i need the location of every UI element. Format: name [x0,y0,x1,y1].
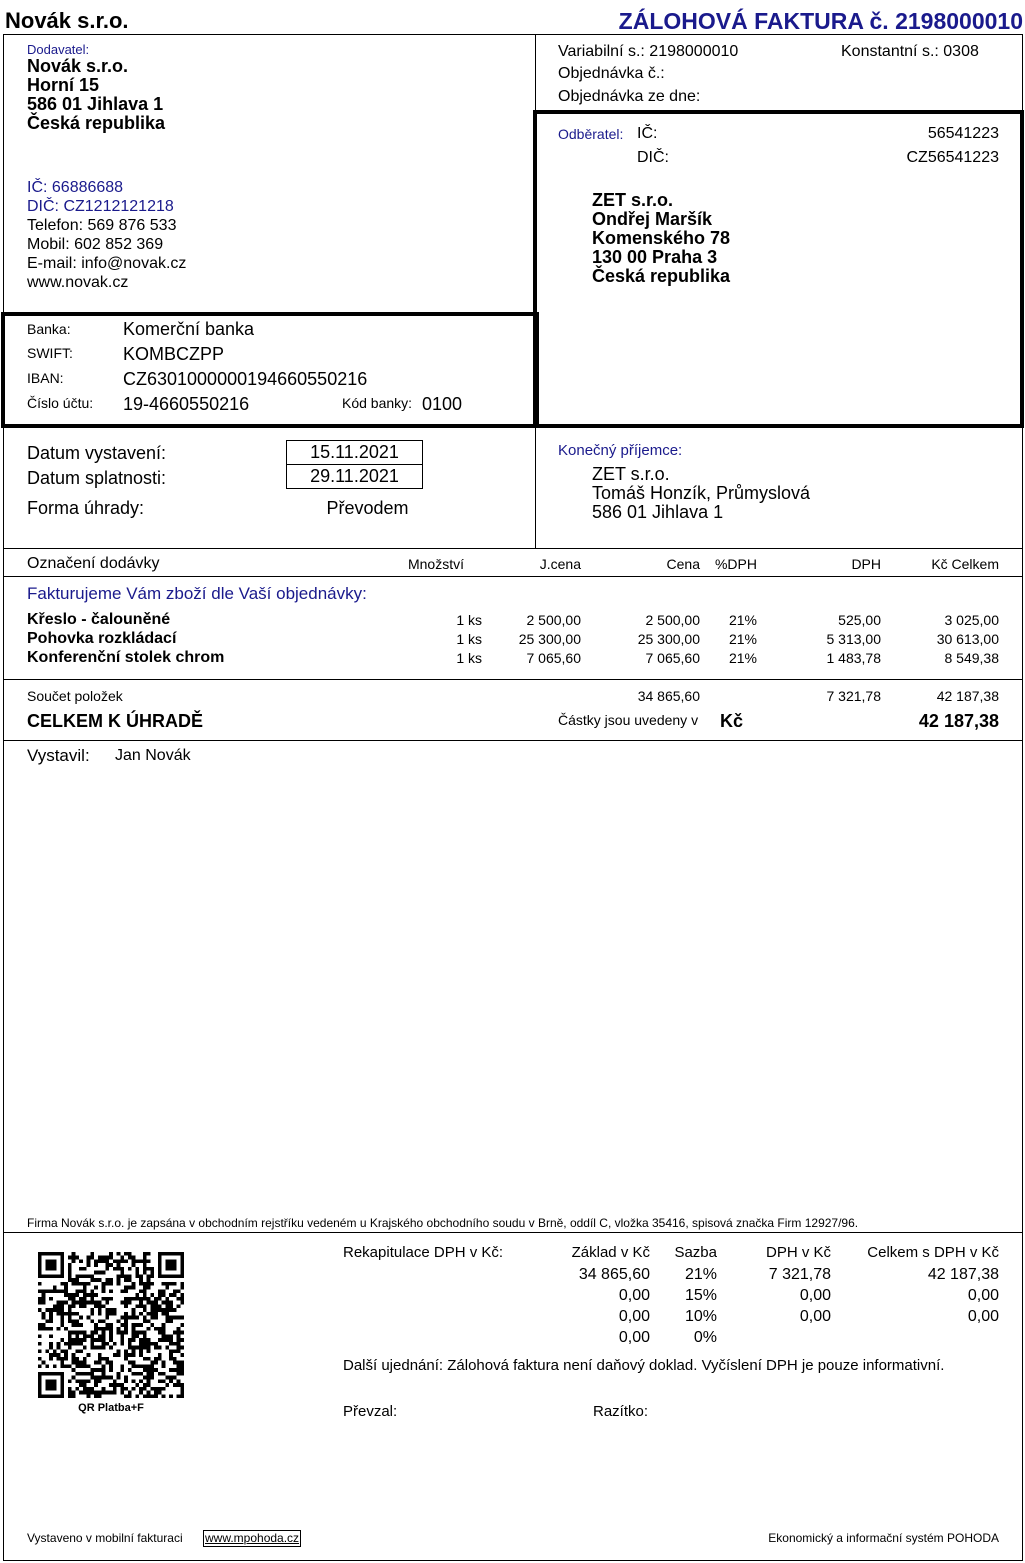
item-price: 7 065,60 [645,650,700,666]
vat-base: 0,00 [618,1308,650,1325]
vat-total: 0,00 [967,1287,999,1304]
customer-country: Česká republika [592,266,731,286]
supplier-dic: DIČ: CZ1212121218 [27,198,174,215]
variable-symbol: Variabilní s.: 2198000010 [558,43,739,60]
item-qty: 1 ks [456,650,482,666]
vat-amount: 7 321,78 [768,1266,831,1283]
footer-system: Ekonomický a informační systém POHODA [768,1531,999,1545]
currency: Kč [720,711,744,731]
qr-label: QR Platba+F [78,1402,144,1414]
additional-note: Další ujednání: Zálohová faktura není daňový doklad. Vyčíslení DPH je pouze informativní. [343,1357,945,1374]
col-name: Označení dodávky [27,555,160,572]
vat-rate: 10% [684,1308,717,1325]
item-vat: 5 313,00 [826,631,881,647]
supplier-name: Novák s.r.o. [27,56,129,76]
sum-label: Součet položek [27,688,123,704]
constant-symbol: Konstantní s.: 0308 [841,43,979,60]
bank-code: 0100 [422,394,463,414]
item-vat-rate: 21% [728,612,757,628]
vat-col-base: Základ v Kč [571,1244,650,1261]
received-label: Převzal: [343,1403,398,1420]
supplier-phone: Telefon: 569 876 533 [27,217,177,234]
due-date: 29.11.2021 [286,464,423,489]
stamp-label: Razítko: [593,1403,649,1420]
supplier-web: www.novak.cz [27,274,129,291]
vat-col-rate: Sazba [674,1244,717,1261]
iban: CZ6301000000194660550216 [123,369,368,389]
currency-note: Částky jsou uvedeny v [558,712,699,728]
bank-label: Banka: [27,321,71,337]
grand-total: 42 187,38 [918,711,999,731]
vat-col-total: Celkem s DPH v Kč [867,1244,999,1261]
vat-total: 0,00 [967,1308,999,1325]
item-total: 3 025,00 [944,612,999,628]
col-price: Cena [666,556,700,572]
footer-link[interactable]: www.mpohoda.cz [205,1531,300,1545]
item-name: Konferenční stolek chrom [27,649,225,666]
col-total: Kč Celkem [931,556,999,572]
footer-text: Vystaveno v mobilní fakturaci [27,1531,183,1545]
customer-label: Odběratel: [558,126,624,142]
item-vat-rate: 21% [728,631,757,647]
col-qty: Množství [407,556,464,572]
customer-ic-label: IČ: [637,125,658,142]
vat-base: 0,00 [618,1287,650,1304]
vat-amount: 0,00 [799,1287,831,1304]
iban-label: IBAN: [27,370,64,386]
vat-rate: 0% [693,1329,717,1346]
account-label: Číslo účtu: [27,395,94,411]
supplier-ic: IČ: 66886688 [27,179,124,196]
recipient-city: 586 01 Jihlava 1 [592,502,724,522]
customer-ic: 56541223 [927,125,999,142]
col-unit-price: J.cena [539,556,581,572]
vat-recap-title: Rekapitulace DPH v Kč: [343,1244,504,1261]
item-name: Pohovka rozkládací [27,630,177,647]
sum-price: 34 865,60 [637,688,700,704]
vat-base: 34 865,60 [578,1266,650,1283]
sum-vat: 7 321,78 [826,688,881,704]
customer-dic: CZ56541223 [906,149,999,166]
payment-label: Forma úhrady: [27,498,145,518]
bank-name: Komerční banka [123,319,255,339]
company-name: Novák s.r.o. [5,8,129,33]
item-unit-price: 25 300,00 [518,631,581,647]
customer-person: Ondřej Maršík [592,209,713,229]
col-vat-rate: %DPH [714,556,757,572]
customer-street: Komenského 78 [592,228,731,248]
vat-amount: 0,00 [799,1308,831,1325]
item-vat: 1 483,78 [826,650,881,666]
item-qty: 1 ks [456,631,482,647]
item-unit-price: 2 500,00 [526,612,581,628]
item-vat-rate: 21% [728,650,757,666]
item-total: 8 549,38 [944,650,999,666]
order-number: Objednávka č.: [558,65,665,82]
due-label: Datum splatnosti: [27,468,167,488]
item-vat: 525,00 [838,612,881,628]
issued-by-label: Vystavil: [27,746,90,765]
recipient-person: Tomáš Honzík, Průmyslová [592,483,811,503]
swift-code: KOMBCZPP [123,344,225,364]
sum-total: 42 187,38 [936,688,999,704]
customer-dic-label: DIČ: [637,149,669,166]
items-intro: Fakturujeme Vám zboží dle Vaší objednávky: [27,584,367,603]
issued-label: Datum vystavení: [27,443,167,463]
vat-rate: 15% [684,1287,717,1304]
supplier-city: 586 01 Jihlava 1 [27,94,164,114]
account-number: 19-4660550216 [123,394,250,414]
vat-col-vat: DPH v Kč [765,1244,831,1261]
col-vat: DPH [851,556,881,572]
supplier-mobile: Mobil: 602 852 369 [27,236,164,253]
vat-rate: 21% [684,1266,717,1283]
qr-code [33,1252,189,1398]
item-total: 30 613,00 [936,631,999,647]
recipient-label: Konečný příjemce: [558,442,683,459]
supplier-email: E-mail: info@novak.cz [27,255,187,272]
payment-method: Převodem [326,498,409,518]
vat-base: 0,00 [618,1329,650,1346]
issued-by-name: Jan Novák [115,747,191,764]
supplier-street: Horní 15 [27,75,100,95]
item-price: 2 500,00 [645,612,700,628]
item-qty: 1 ks [456,612,482,628]
grand-total-label: CELKEM K ÚHRADĚ [27,711,204,731]
recipient-name: ZET s.r.o. [592,464,670,484]
customer-name: ZET s.r.o. [592,190,674,210]
vat-total: 42 187,38 [927,1266,999,1283]
supplier-label: Dodavatel: [27,42,90,57]
supplier-country: Česká republika [27,113,166,133]
issued-date: 15.11.2021 [286,440,423,465]
item-name: Křeslo - čalouněné [27,611,171,628]
bank-code-label: Kód banky: [342,395,413,411]
invoice-title: ZÁLOHOVÁ FAKTURA č. 2198000010 [618,8,1023,34]
customer-city: 130 00 Praha 3 [592,247,718,267]
item-unit-price: 7 065,60 [526,650,581,666]
item-price: 25 300,00 [637,631,700,647]
registration-note: Firma Novák s.r.o. je zapsána v obchodním rejstříku vedeném u Krajského obchodního soudu v Brně, oddíl C, vložka 35416, spisová značka Firm 12927/96. [27,1216,859,1230]
order-date: Objednávka ze dne: [558,88,701,105]
swift-label: SWIFT: [27,345,73,361]
